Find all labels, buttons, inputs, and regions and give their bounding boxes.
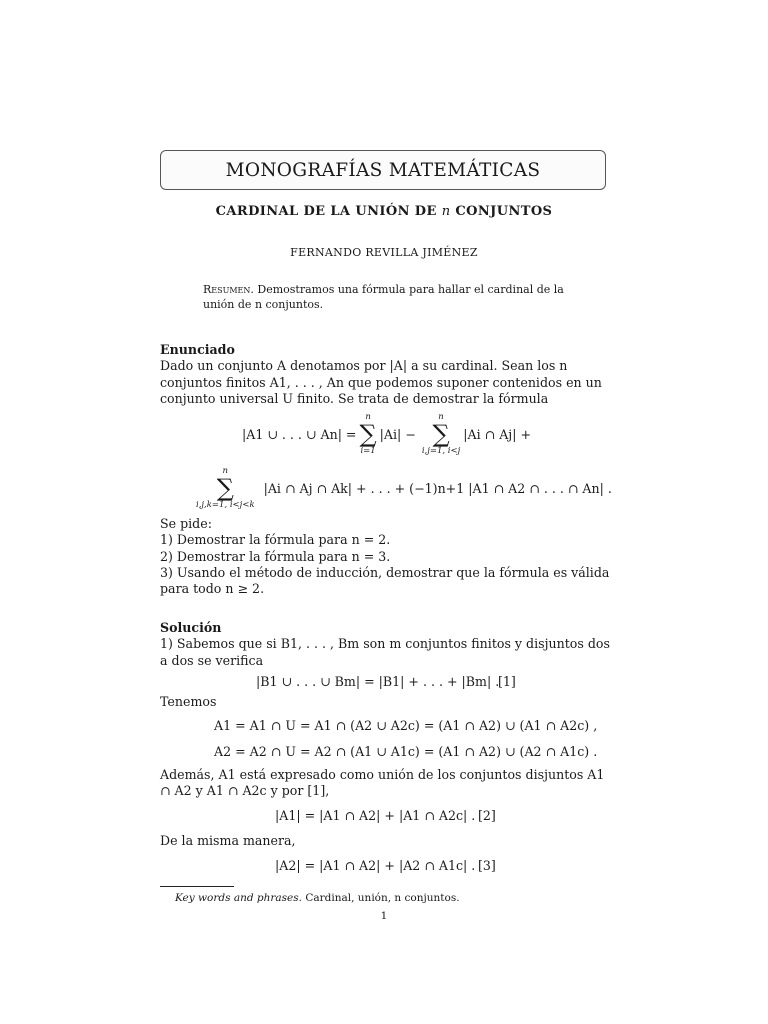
- equation-1: [256, 674, 499, 689]
- sigma-symbol: ∑: [359, 420, 377, 448]
- enunciado-text: Dado un conjunto A denotamos por |A| a su cardinal. Sean los n conjuntos finitos A1, . . . , An que podemos suponer contenidos en un conjunto universal U finito. Se trata de demostrar la fórmula: [160, 358, 602, 406]
- equation-3: [275, 858, 475, 873]
- formula-term-3: |Ai ∩ Aj ∩ Ak| + . . . + (−1)n+1 |A1 ∩ A2 ∩ . . . ∩ An| .: [263, 480, 612, 496]
- sum-1-lower: i=1: [360, 446, 376, 456]
- solucion-heading: Solución: [160, 620, 222, 635]
- sigma-symbol: ∑: [216, 474, 234, 502]
- equation-1-number: [1]: [498, 674, 516, 689]
- solucion-section: [160, 620, 610, 669]
- series-banner: [160, 150, 606, 190]
- tenemos-text: Tenemos: [160, 694, 217, 709]
- sum-1: [360, 412, 377, 456]
- equation-a2-text: A2 = A2 ∩ U = A2 ∩ (A1 ∪ A1c) = (A1 ∩ A2) ∪ (A2 ∩ A1c) .: [214, 744, 598, 759]
- sum-2-upper: n: [438, 412, 444, 422]
- equation-a1: [214, 718, 597, 733]
- equation-2-text: |A1| = |A1 ∩ A2| + |A1 ∩ A2c| .: [275, 808, 476, 823]
- enunciado-heading: Enunciado: [160, 342, 235, 357]
- sum-2: [422, 412, 460, 456]
- sum-3-upper: n: [222, 466, 229, 476]
- footnote: [175, 892, 460, 904]
- page-number: 1: [380, 910, 388, 922]
- author-name: FERNANDO REVILLA JIMÉNEZ: [290, 246, 478, 259]
- title-suffix: CONJUNTOS: [455, 204, 553, 219]
- misma-manera-text: De la misma manera,: [160, 833, 296, 848]
- equation-2: [275, 808, 475, 823]
- solucion-intro: 1) Sabemos que si B1, . . . , Bm son m conjuntos finitos y disjuntos dos a dos se verifica: [160, 636, 610, 668]
- title-prefix: CARDINAL DE LA UNIÓN DE: [215, 204, 437, 219]
- series-banner-text: MONOGRAFÍAS MATEMÁTICAS: [225, 159, 541, 181]
- equation-a1-text: A1 = A1 ∩ U = A1 ∩ (A2 ∪ A2c) = (A1 ∩ A2) ∪ (A1 ∩ A2c) ,: [214, 718, 598, 733]
- title-variable: n: [441, 204, 451, 219]
- footnote-rule: [160, 886, 234, 887]
- se-pide-section: [160, 516, 610, 597]
- sum-3-lower: i,j,k=1, i<j<k: [196, 500, 255, 510]
- list-item: 2) Demostrar la fórmula para n = 3.: [160, 548, 391, 564]
- formula-term-2: |Ai ∩ Aj| +: [463, 426, 532, 442]
- equation-a2: [214, 744, 597, 759]
- sum-2-lower: i,j=1, i<j: [421, 446, 461, 456]
- abstract-label: Resumen.: [203, 283, 254, 296]
- sigma-symbol: ∑: [432, 420, 450, 448]
- list-item: 3) Usando el método de inducción, demostrar que la fórmula es válida para todo n ≥ 2.: [160, 564, 610, 597]
- footnote-text: Cardinal, unión, n conjuntos.: [305, 892, 460, 904]
- list-item: 1) Demostrar la fórmula para n = 2.: [160, 532, 391, 548]
- sum-1-upper: n: [365, 412, 371, 422]
- equation-2-number: [2]: [478, 808, 496, 823]
- ademas-text: Además, A1 está expresado como unión de los conjuntos disjuntos A1 ∩ A2 y A1 ∩ A2c y por [1],: [160, 767, 605, 799]
- abstract: [203, 282, 568, 312]
- abstract-text: Demostramos una fórmula para hallar el cardinal de la unión de n conjuntos.: [203, 283, 564, 311]
- sum-3: [196, 466, 255, 510]
- enunciado-section: [160, 342, 610, 407]
- se-pide-label: Se pide:: [160, 516, 212, 531]
- formula-line-1: [242, 412, 531, 456]
- footnote-label: Key words and phrases.: [175, 892, 302, 904]
- equation-1-text: |B1 ∪ . . . ∪ Bm| = |B1| + . . . + |Bm| .: [256, 674, 500, 689]
- paper-title: [0, 204, 768, 219]
- formula-lhs: |A1 ∪ . . . ∪ An| =: [242, 426, 357, 442]
- equation-3-text: |A2| = |A1 ∩ A2| + |A2 ∩ A1c| .: [275, 858, 476, 873]
- equation-3-number: [3]: [478, 858, 496, 873]
- formula-term-1: |Ai| −: [379, 426, 416, 442]
- formula-line-2: [193, 466, 612, 510]
